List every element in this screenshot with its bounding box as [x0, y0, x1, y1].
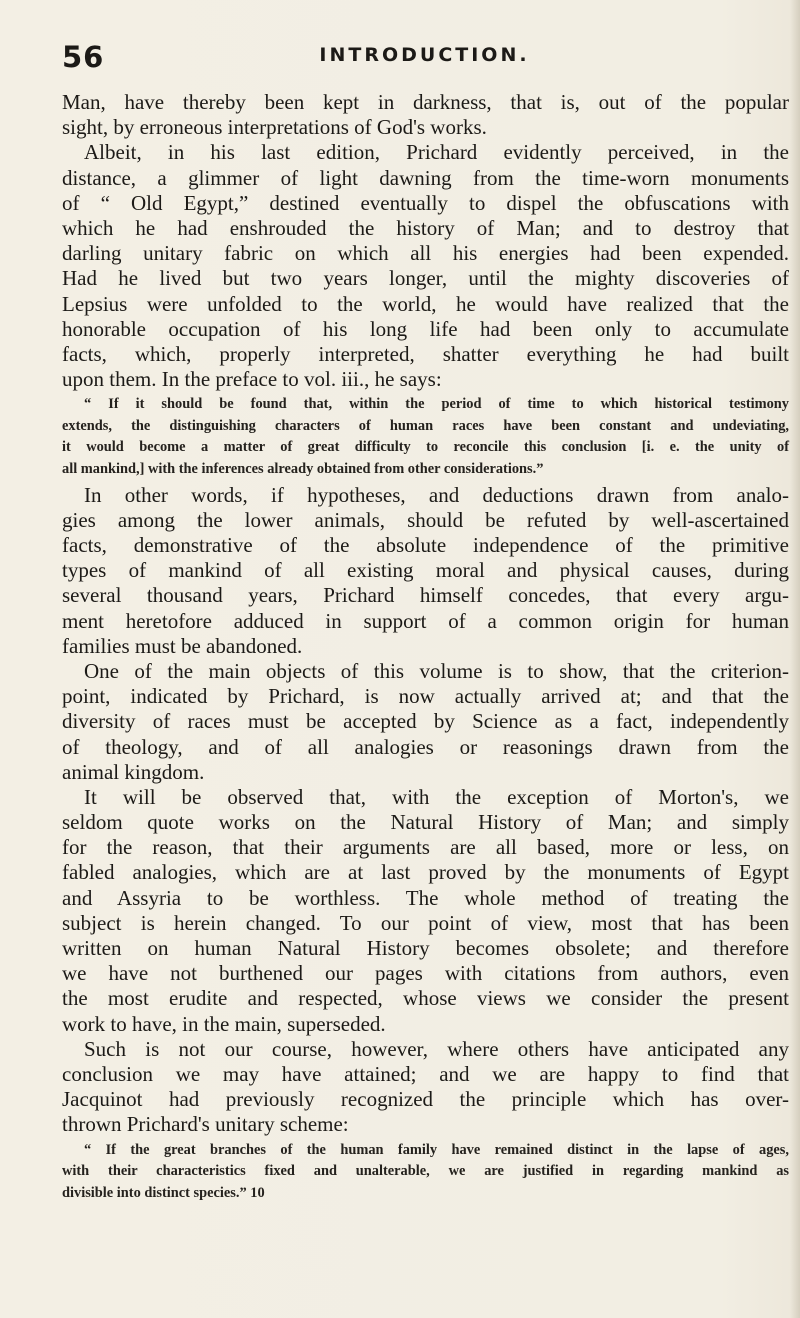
text-line: several thousand years, Prichard himself concedes, that every argu- [62, 583, 789, 608]
text-line: upon them. In the preface to vol. iii., he says: [62, 367, 442, 392]
page-number: 56 [62, 40, 105, 74]
text-line: subject is herein changed. To our point of view, most that has been [62, 910, 789, 935]
text-line: facts, demonstrative of the absolute independence of the primitive [62, 533, 789, 557]
text-line: Man, have thereby been kept in darkness, that is, out of the popular [62, 90, 789, 114]
text-line: honorable occupation of his long life had been only to accumulate [62, 316, 789, 341]
text-line: which he had enshrouded the history of Man; and to destroy that [62, 215, 789, 240]
quote-line: divisible into distinct species.” 10 [62, 1184, 265, 1201]
quote-line: “ If the great branches of the human family have remained distinct in the lapse of ages, [84, 1141, 789, 1158]
text-line: we have not burthened our pages with citations from authors, even [62, 961, 789, 986]
text-line: Albeit, in his last edition, Prichard evidently perceived, in the [84, 140, 789, 165]
text-line: work to have, in the main, superseded. [62, 1011, 386, 1036]
text-line: ment heretofore adduced in support of a common origin for human [62, 608, 789, 633]
paragraph [62, 90, 789, 140]
text-line: families must be abandoned. [62, 633, 303, 658]
paragraph [62, 659, 789, 785]
text-line: diversity of races must be accepted by Science as a fact, independently [62, 709, 789, 734]
text-line: types of mankind of all existing moral and physical causes, during [62, 558, 789, 583]
text-line: for the reason, that their arguments are all based, more or less, on [62, 835, 789, 860]
text-line: sight, by erroneous interpretations of God's works. [62, 115, 487, 140]
text-line: darling unitary fabric on which all his energies had been expended. [62, 241, 789, 266]
quote-line: with their characteristics fixed and unalterable, we are justified in regarding mankind as [62, 1163, 789, 1180]
quote-line: “ If it should be found that, within the period of time to which historical testimony [84, 396, 789, 413]
page-edge-shadow [790, 0, 800, 1318]
text-line: It will be observed that, with the exception of Morton's, we [84, 784, 789, 809]
text-line: seldom quote works on the Natural History of Man; and simply [62, 810, 789, 835]
paragraph [62, 140, 789, 392]
text-line: animal kingdom. [62, 759, 205, 784]
quote-line: it would become a matter of great difficulty to reconcile this conclusion [i. e. the unity of [62, 439, 789, 456]
text-line: Had he lived but two years longer, until the mighty discoveries of [62, 266, 789, 291]
paragraph [62, 785, 789, 1037]
text-line: point, indicated by Prichard, is now actually arrived at; and that the [62, 684, 789, 709]
text-line: the most erudite and respected, whose views we consider the present [62, 986, 789, 1011]
text-line: of theology, and of all analogies or reasonings drawn from the [62, 734, 789, 759]
quote-line: extends, the distinguishing characters of human races have been constant and undeviating, [62, 417, 789, 434]
text-line: gies among the lower animals, should be refuted by well-ascertained [62, 507, 789, 532]
text-line: of “ Old Egypt,” destined eventually to dispel the obfuscations with [62, 190, 789, 215]
text-line: distance, a glimmer of light dawning from the time-worn monuments [62, 165, 789, 190]
text-line: fabled analogies, which are at last proved by the monuments of Egypt [62, 860, 789, 885]
text-line: conclusion we may have attained; and we are happy to find that [62, 1061, 789, 1086]
running-head: INTRODUCTION. [319, 44, 530, 66]
block-quote [62, 1140, 789, 1205]
text-line: In other words, if hypotheses, and deductions drawn from analo- [84, 482, 789, 507]
block-quote [62, 394, 789, 480]
text-line: Such is not our course, however, where others have anticipated any [84, 1036, 789, 1061]
page-header [62, 40, 787, 76]
text-line: One of the main objects of this volume is to show, that the criterion- [84, 658, 789, 683]
paragraph [62, 1037, 789, 1138]
text-line: Lepsius were unfolded to the world, he would have realized that the [62, 291, 789, 316]
text-line: written on human Natural History becomes obsolete; and therefore [62, 936, 789, 960]
text-line: facts, which, properly interpreted, shatter everything he had built [62, 341, 789, 366]
text-line: and Assyria to be worthless. The whole method of treating the [62, 885, 789, 910]
text-line: Jacquinot had previously recognized the principle which has over- [62, 1087, 789, 1112]
text-line: thrown Prichard's unitary scheme: [62, 1112, 349, 1137]
quote-line: all mankind,] with the inferences already obtained from other considerations.” [62, 461, 544, 478]
body-text [62, 90, 789, 1206]
paragraph [62, 483, 789, 659]
